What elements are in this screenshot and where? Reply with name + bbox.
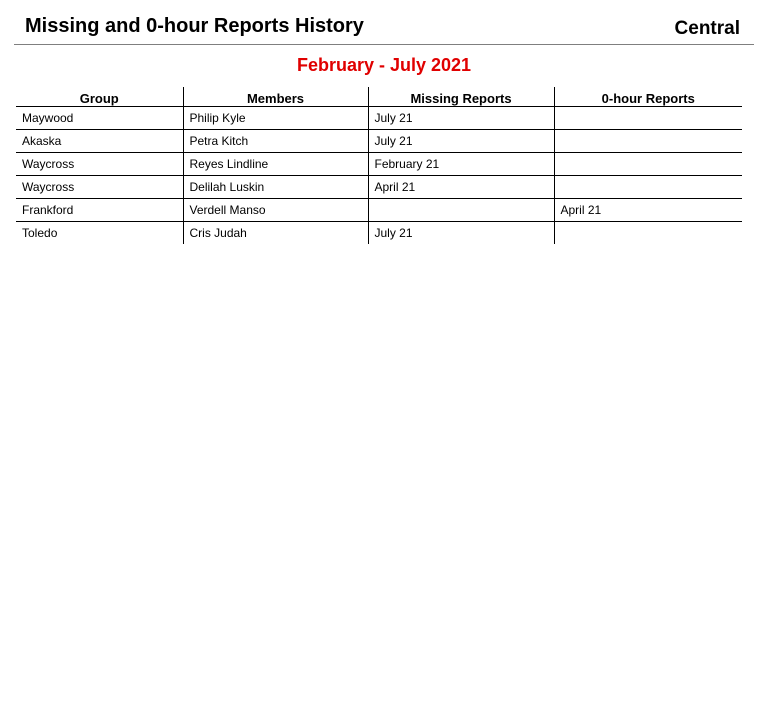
table-row [16,222,742,245]
column-header-members: Members [183,87,368,107]
table-row [16,199,742,222]
zero-hour-reports-cell [554,176,742,199]
group-cell: Waycross [16,176,183,199]
zero-hour-reports-cell [554,153,742,176]
zero-hour-reports-cell [554,107,742,130]
region-label: Central [674,18,740,39]
table-row [16,130,742,153]
reports-history-table [16,87,742,244]
group-cell: Maywood [16,107,183,130]
group-cell: Toledo [22,226,58,240]
member-cell: Petra Kitch [183,130,368,153]
zero-hour-reports-cell [554,222,742,245]
missing-reports-cell: February 21 [368,153,554,176]
group-cell: Waycross [16,153,183,176]
column-header-missing-reports: Missing Reports [368,87,554,107]
report-title: Missing and 0-hour Reports History [25,15,364,37]
table-row [16,107,742,130]
missing-reports-cell: July 21 [368,222,554,245]
member-cell: Cris Judah [183,222,368,245]
member-cell: Reyes Lindline [183,153,368,176]
zero-hour-reports-cell [554,130,742,153]
member-cell: Philip Kyle [183,107,368,130]
table-header-row [16,87,742,107]
missing-reports-cell: July 21 [368,130,554,153]
report-period: February - July 2021 [296,55,472,75]
missing-reports-cell [368,199,554,222]
zero-hour-reports-cell: April 21 [554,199,742,222]
table-row [16,176,742,199]
member-cell: Delilah Luskin [183,176,368,199]
member-cell: Verdell Manso [183,199,368,222]
column-header-zero-hour-reports: 0-hour Reports [554,87,742,107]
group-cell: Akaska [16,130,183,153]
table-row [16,153,742,176]
group-cell: Frankford [16,199,183,222]
missing-reports-cell: July 21 [368,107,554,130]
missing-reports-cell: April 21 [368,176,554,199]
report-header [14,14,754,45]
column-header-group: Group [16,87,183,107]
